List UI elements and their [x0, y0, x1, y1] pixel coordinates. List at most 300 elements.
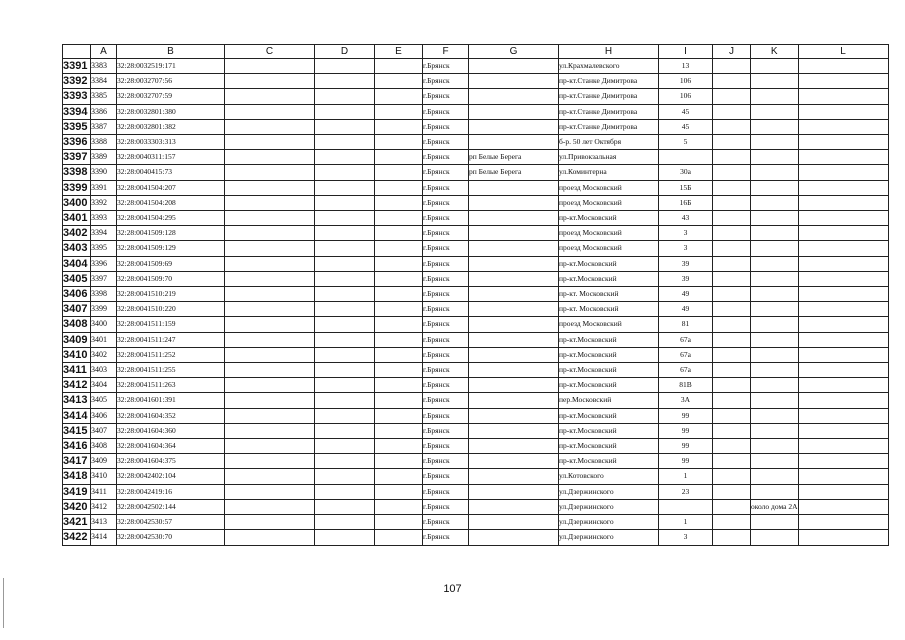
- cell-c[interactable]: [225, 378, 315, 393]
- cell-e[interactable]: [375, 287, 423, 302]
- cell-c[interactable]: [225, 408, 315, 423]
- row-header[interactable]: 3416: [63, 439, 91, 454]
- cell-j[interactable]: [713, 378, 751, 393]
- cell-e[interactable]: [375, 515, 423, 530]
- cell-f[interactable]: г.Брянск: [423, 256, 469, 271]
- row-header[interactable]: 3406: [63, 287, 91, 302]
- cell-b[interactable]: 32:28:0041504:295: [117, 211, 225, 226]
- row-header[interactable]: 3401: [63, 211, 91, 226]
- cell-i[interactable]: 3: [659, 530, 713, 545]
- cell-a[interactable]: 3412: [91, 499, 117, 514]
- cell-d[interactable]: [315, 423, 375, 438]
- cell-e[interactable]: [375, 393, 423, 408]
- cell-e[interactable]: [375, 180, 423, 195]
- cell-b[interactable]: 32:28:0033303:313: [117, 135, 225, 150]
- cell-b[interactable]: 32:28:0042502:144: [117, 499, 225, 514]
- cell-g[interactable]: [469, 363, 559, 378]
- cell-l[interactable]: [798, 226, 888, 241]
- row-header[interactable]: 3415: [63, 423, 91, 438]
- cell-b[interactable]: 32:28:0032801:380: [117, 104, 225, 119]
- cell-e[interactable]: [375, 135, 423, 150]
- cell-d[interactable]: [315, 195, 375, 210]
- cell-b[interactable]: 32:28:0041604:375: [117, 454, 225, 469]
- cell-a[interactable]: 3388: [91, 135, 117, 150]
- cell-k[interactable]: [751, 119, 799, 134]
- cell-j[interactable]: [713, 515, 751, 530]
- cell-k[interactable]: [751, 165, 799, 180]
- row-header[interactable]: 3405: [63, 271, 91, 286]
- cell-k[interactable]: [751, 226, 799, 241]
- cell-j[interactable]: [713, 499, 751, 514]
- row-header[interactable]: 3403: [63, 241, 91, 256]
- cell-c[interactable]: [225, 363, 315, 378]
- row-header[interactable]: 3408: [63, 317, 91, 332]
- cell-c[interactable]: [225, 332, 315, 347]
- cell-e[interactable]: [375, 226, 423, 241]
- cell-l[interactable]: [798, 499, 888, 514]
- cell-f[interactable]: г.Брянск: [423, 165, 469, 180]
- cell-g[interactable]: [469, 484, 559, 499]
- cell-c[interactable]: [225, 393, 315, 408]
- cell-k[interactable]: [751, 423, 799, 438]
- cell-c[interactable]: [225, 135, 315, 150]
- cell-k[interactable]: [751, 150, 799, 165]
- cell-i[interactable]: 5: [659, 135, 713, 150]
- cell-c[interactable]: [225, 484, 315, 499]
- cell-k[interactable]: [751, 408, 799, 423]
- cell-a[interactable]: 3392: [91, 195, 117, 210]
- cell-k[interactable]: [751, 332, 799, 347]
- cell-h[interactable]: ул.Крахмалевского: [559, 59, 659, 74]
- cell-c[interactable]: [225, 104, 315, 119]
- cell-a[interactable]: 3401: [91, 332, 117, 347]
- cell-l[interactable]: [798, 515, 888, 530]
- cell-c[interactable]: [225, 226, 315, 241]
- cell-l[interactable]: [798, 256, 888, 271]
- cell-k[interactable]: около дома 2А: [751, 499, 799, 514]
- cell-i[interactable]: [659, 150, 713, 165]
- cell-i[interactable]: 49: [659, 287, 713, 302]
- cell-f[interactable]: г.Брянск: [423, 150, 469, 165]
- column-header-f[interactable]: F: [423, 45, 469, 59]
- cell-f[interactable]: г.Брянск: [423, 484, 469, 499]
- cell-b[interactable]: 32:28:0032801:382: [117, 119, 225, 134]
- cell-g[interactable]: [469, 423, 559, 438]
- cell-a[interactable]: 3413: [91, 515, 117, 530]
- row-header[interactable]: 3417: [63, 454, 91, 469]
- cell-l[interactable]: [798, 104, 888, 119]
- cell-f[interactable]: г.Брянск: [423, 241, 469, 256]
- cell-b[interactable]: 32:28:0041510:220: [117, 302, 225, 317]
- row-header[interactable]: 3409: [63, 332, 91, 347]
- cell-l[interactable]: [798, 317, 888, 332]
- row-header[interactable]: 3411: [63, 363, 91, 378]
- cell-i[interactable]: 43: [659, 211, 713, 226]
- cell-g[interactable]: [469, 195, 559, 210]
- row-header[interactable]: 3391: [63, 59, 91, 74]
- cell-b[interactable]: 32:28:0041509:70: [117, 271, 225, 286]
- cell-k[interactable]: [751, 439, 799, 454]
- cell-e[interactable]: [375, 499, 423, 514]
- cell-d[interactable]: [315, 241, 375, 256]
- cell-d[interactable]: [315, 484, 375, 499]
- cell-d[interactable]: [315, 393, 375, 408]
- cell-h[interactable]: пр-кт. Московский: [559, 287, 659, 302]
- cell-a[interactable]: 3404: [91, 378, 117, 393]
- cell-i[interactable]: 13: [659, 59, 713, 74]
- cell-g[interactable]: [469, 287, 559, 302]
- cell-h[interactable]: проезд Московский: [559, 180, 659, 195]
- cell-l[interactable]: [798, 74, 888, 89]
- cell-j[interactable]: [713, 347, 751, 362]
- cell-a[interactable]: 3399: [91, 302, 117, 317]
- cell-j[interactable]: [713, 119, 751, 134]
- cell-j[interactable]: [713, 211, 751, 226]
- cell-i[interactable]: 45: [659, 119, 713, 134]
- cell-d[interactable]: [315, 89, 375, 104]
- cell-d[interactable]: [315, 499, 375, 514]
- cell-b[interactable]: 32:28:0042530:70: [117, 530, 225, 545]
- cell-h[interactable]: пр-кт.Станке Димитрова: [559, 104, 659, 119]
- row-header[interactable]: 3398: [63, 165, 91, 180]
- cell-d[interactable]: [315, 256, 375, 271]
- column-header-i[interactable]: I: [659, 45, 713, 59]
- cell-l[interactable]: [798, 332, 888, 347]
- cell-b[interactable]: 32:28:0040415:73: [117, 165, 225, 180]
- cell-e[interactable]: [375, 347, 423, 362]
- cell-d[interactable]: [315, 287, 375, 302]
- cell-f[interactable]: г.Брянск: [423, 180, 469, 195]
- cell-b[interactable]: 32:28:0041511:252: [117, 347, 225, 362]
- cell-h[interactable]: ул.Котовского: [559, 469, 659, 484]
- cell-h[interactable]: ул.Дзержинского: [559, 499, 659, 514]
- row-header[interactable]: 3402: [63, 226, 91, 241]
- cell-g[interactable]: [469, 439, 559, 454]
- cell-l[interactable]: [798, 89, 888, 104]
- cell-h[interactable]: ул.Дзержинского: [559, 515, 659, 530]
- cell-h[interactable]: ул.Привокзальная: [559, 150, 659, 165]
- cell-c[interactable]: [225, 271, 315, 286]
- cell-c[interactable]: [225, 439, 315, 454]
- cell-i[interactable]: 23: [659, 484, 713, 499]
- cell-d[interactable]: [315, 271, 375, 286]
- cell-b[interactable]: 32:28:0042530:57: [117, 515, 225, 530]
- cell-h[interactable]: пр-кт.Московский: [559, 256, 659, 271]
- cell-c[interactable]: [225, 211, 315, 226]
- cell-k[interactable]: [751, 347, 799, 362]
- cell-h[interactable]: пр-кт.Московский: [559, 408, 659, 423]
- cell-j[interactable]: [713, 104, 751, 119]
- cell-i[interactable]: 1: [659, 469, 713, 484]
- row-header[interactable]: 3404: [63, 256, 91, 271]
- cell-a[interactable]: 3410: [91, 469, 117, 484]
- cell-j[interactable]: [713, 439, 751, 454]
- column-header-k[interactable]: K: [751, 45, 799, 59]
- cell-j[interactable]: [713, 271, 751, 286]
- cell-e[interactable]: [375, 74, 423, 89]
- cell-g[interactable]: [469, 499, 559, 514]
- row-header[interactable]: 3397: [63, 150, 91, 165]
- cell-a[interactable]: 3384: [91, 74, 117, 89]
- cell-i[interactable]: 106: [659, 89, 713, 104]
- cell-a[interactable]: 3400: [91, 317, 117, 332]
- cell-j[interactable]: [713, 393, 751, 408]
- cell-j[interactable]: [713, 135, 751, 150]
- cell-k[interactable]: [751, 287, 799, 302]
- cell-g[interactable]: [469, 135, 559, 150]
- cell-l[interactable]: [798, 119, 888, 134]
- cell-a[interactable]: 3387: [91, 119, 117, 134]
- cell-k[interactable]: [751, 271, 799, 286]
- cell-l[interactable]: [798, 302, 888, 317]
- cell-a[interactable]: 3383: [91, 59, 117, 74]
- cell-i[interactable]: 3: [659, 226, 713, 241]
- column-header-d[interactable]: D: [315, 45, 375, 59]
- cell-f[interactable]: г.Брянск: [423, 74, 469, 89]
- cell-f[interactable]: г.Брянск: [423, 271, 469, 286]
- cell-k[interactable]: [751, 59, 799, 74]
- cell-c[interactable]: [225, 347, 315, 362]
- cell-c[interactable]: [225, 515, 315, 530]
- cell-i[interactable]: 67а: [659, 332, 713, 347]
- cell-b[interactable]: 32:28:0041601:391: [117, 393, 225, 408]
- cell-b[interactable]: 32:28:0041510:219: [117, 287, 225, 302]
- cell-j[interactable]: [713, 195, 751, 210]
- cell-e[interactable]: [375, 271, 423, 286]
- cell-f[interactable]: г.Брянск: [423, 499, 469, 514]
- cell-j[interactable]: [713, 469, 751, 484]
- cell-b[interactable]: 32:28:0032519:171: [117, 59, 225, 74]
- cell-i[interactable]: 1: [659, 515, 713, 530]
- cell-c[interactable]: [225, 59, 315, 74]
- cell-f[interactable]: г.Брянск: [423, 89, 469, 104]
- cell-k[interactable]: [751, 180, 799, 195]
- cell-h[interactable]: пр-кт.Московский: [559, 363, 659, 378]
- cell-f[interactable]: г.Брянск: [423, 135, 469, 150]
- cell-i[interactable]: 39: [659, 256, 713, 271]
- cell-i[interactable]: 15Б: [659, 180, 713, 195]
- cell-g[interactable]: [469, 59, 559, 74]
- cell-e[interactable]: [375, 165, 423, 180]
- cell-f[interactable]: г.Брянск: [423, 439, 469, 454]
- cell-l[interactable]: [798, 165, 888, 180]
- column-header-g[interactable]: G: [469, 45, 559, 59]
- cell-e[interactable]: [375, 454, 423, 469]
- cell-j[interactable]: [713, 302, 751, 317]
- cell-e[interactable]: [375, 150, 423, 165]
- cell-l[interactable]: [798, 195, 888, 210]
- cell-b[interactable]: 32:28:0042402:104: [117, 469, 225, 484]
- cell-h[interactable]: проезд Московский: [559, 195, 659, 210]
- cell-j[interactable]: [713, 241, 751, 256]
- cell-l[interactable]: [798, 211, 888, 226]
- cell-j[interactable]: [713, 59, 751, 74]
- cell-l[interactable]: [798, 59, 888, 74]
- cell-l[interactable]: [798, 469, 888, 484]
- cell-d[interactable]: [315, 119, 375, 134]
- cell-i[interactable]: 16Б: [659, 195, 713, 210]
- cell-i[interactable]: 81: [659, 317, 713, 332]
- cell-l[interactable]: [798, 408, 888, 423]
- cell-e[interactable]: [375, 256, 423, 271]
- cell-i[interactable]: 39: [659, 271, 713, 286]
- cell-i[interactable]: 99: [659, 439, 713, 454]
- row-header[interactable]: 3421: [63, 515, 91, 530]
- cell-l[interactable]: [798, 530, 888, 545]
- cell-e[interactable]: [375, 484, 423, 499]
- cell-k[interactable]: [751, 256, 799, 271]
- corner-cell[interactable]: [63, 45, 91, 59]
- cell-d[interactable]: [315, 150, 375, 165]
- cell-j[interactable]: [713, 74, 751, 89]
- cell-j[interactable]: [713, 256, 751, 271]
- cell-a[interactable]: 3391: [91, 180, 117, 195]
- cell-h[interactable]: пр-кт.Московский: [559, 378, 659, 393]
- cell-g[interactable]: [469, 469, 559, 484]
- cell-h[interactable]: пр-кт.Московский: [559, 454, 659, 469]
- cell-i[interactable]: 30а: [659, 165, 713, 180]
- cell-d[interactable]: [315, 211, 375, 226]
- cell-h[interactable]: пр-кт. Московский: [559, 302, 659, 317]
- cell-g[interactable]: [469, 74, 559, 89]
- cell-l[interactable]: [798, 454, 888, 469]
- cell-e[interactable]: [375, 530, 423, 545]
- cell-j[interactable]: [713, 287, 751, 302]
- cell-f[interactable]: г.Брянск: [423, 287, 469, 302]
- cell-e[interactable]: [375, 211, 423, 226]
- cell-a[interactable]: 3393: [91, 211, 117, 226]
- cell-f[interactable]: г.Брянск: [423, 378, 469, 393]
- cell-g[interactable]: [469, 317, 559, 332]
- cell-c[interactable]: [225, 530, 315, 545]
- cell-b[interactable]: 32:28:0041604:360: [117, 423, 225, 438]
- cell-l[interactable]: [798, 241, 888, 256]
- cell-b[interactable]: 32:28:0041604:352: [117, 408, 225, 423]
- row-header[interactable]: 3418: [63, 469, 91, 484]
- cell-c[interactable]: [225, 454, 315, 469]
- cell-j[interactable]: [713, 454, 751, 469]
- cell-e[interactable]: [375, 469, 423, 484]
- cell-b[interactable]: 32:28:0041511:247: [117, 332, 225, 347]
- cell-g[interactable]: рп Белые Берега: [469, 165, 559, 180]
- cell-d[interactable]: [315, 439, 375, 454]
- cell-k[interactable]: [751, 317, 799, 332]
- cell-l[interactable]: [798, 135, 888, 150]
- cell-c[interactable]: [225, 423, 315, 438]
- row-header[interactable]: 3395: [63, 119, 91, 134]
- cell-k[interactable]: [751, 454, 799, 469]
- cell-g[interactable]: [469, 332, 559, 347]
- cell-h[interactable]: б-р. 50 лет Октября: [559, 135, 659, 150]
- cell-h[interactable]: пр-кт.Станке Димитрова: [559, 74, 659, 89]
- cell-l[interactable]: [798, 393, 888, 408]
- cell-h[interactable]: пр-кт.Московский: [559, 347, 659, 362]
- cell-i[interactable]: [659, 499, 713, 514]
- cell-h[interactable]: пр-кт.Московский: [559, 211, 659, 226]
- cell-d[interactable]: [315, 74, 375, 89]
- cell-c[interactable]: [225, 195, 315, 210]
- cell-j[interactable]: [713, 423, 751, 438]
- cell-k[interactable]: [751, 195, 799, 210]
- cell-k[interactable]: [751, 378, 799, 393]
- cell-e[interactable]: [375, 89, 423, 104]
- cell-j[interactable]: [713, 165, 751, 180]
- cell-e[interactable]: [375, 439, 423, 454]
- cell-f[interactable]: г.Брянск: [423, 408, 469, 423]
- cell-h[interactable]: проезд Московский: [559, 226, 659, 241]
- cell-e[interactable]: [375, 241, 423, 256]
- cell-g[interactable]: [469, 302, 559, 317]
- cell-j[interactable]: [713, 150, 751, 165]
- cell-f[interactable]: г.Брянск: [423, 59, 469, 74]
- cell-g[interactable]: [469, 530, 559, 545]
- cell-h[interactable]: пр-кт.Московский: [559, 271, 659, 286]
- cell-g[interactable]: [469, 256, 559, 271]
- cell-l[interactable]: [798, 439, 888, 454]
- cell-a[interactable]: 3408: [91, 439, 117, 454]
- cell-h[interactable]: проезд Московский: [559, 241, 659, 256]
- cell-c[interactable]: [225, 469, 315, 484]
- cell-g[interactable]: [469, 89, 559, 104]
- cell-h[interactable]: пр-кт.Станке Димитрова: [559, 119, 659, 134]
- cell-c[interactable]: [225, 256, 315, 271]
- cell-e[interactable]: [375, 59, 423, 74]
- cell-j[interactable]: [713, 332, 751, 347]
- cell-k[interactable]: [751, 469, 799, 484]
- row-header[interactable]: 3393: [63, 89, 91, 104]
- cell-i[interactable]: 81В: [659, 378, 713, 393]
- cell-d[interactable]: [315, 302, 375, 317]
- cell-a[interactable]: 3396: [91, 256, 117, 271]
- cell-f[interactable]: г.Брянск: [423, 302, 469, 317]
- cell-a[interactable]: 3402: [91, 347, 117, 362]
- row-header[interactable]: 3413: [63, 393, 91, 408]
- cell-l[interactable]: [798, 180, 888, 195]
- cell-a[interactable]: 3385: [91, 89, 117, 104]
- cell-b[interactable]: 32:28:0042419:16: [117, 484, 225, 499]
- cell-a[interactable]: 3397: [91, 271, 117, 286]
- cell-g[interactable]: [469, 378, 559, 393]
- cell-l[interactable]: [798, 271, 888, 286]
- cell-b[interactable]: 32:28:0041511:159: [117, 317, 225, 332]
- cell-d[interactable]: [315, 530, 375, 545]
- cell-g[interactable]: [469, 241, 559, 256]
- cell-e[interactable]: [375, 195, 423, 210]
- row-header[interactable]: 3412: [63, 378, 91, 393]
- cell-l[interactable]: [798, 378, 888, 393]
- cell-g[interactable]: [469, 271, 559, 286]
- cell-d[interactable]: [315, 469, 375, 484]
- cell-f[interactable]: г.Брянск: [423, 469, 469, 484]
- cell-j[interactable]: [713, 530, 751, 545]
- cell-b[interactable]: 32:28:0032707:56: [117, 74, 225, 89]
- cell-a[interactable]: 3409: [91, 454, 117, 469]
- cell-h[interactable]: пер.Московский: [559, 393, 659, 408]
- row-header[interactable]: 3392: [63, 74, 91, 89]
- cell-g[interactable]: [469, 211, 559, 226]
- cell-b[interactable]: 32:28:0041504:208: [117, 195, 225, 210]
- cell-i[interactable]: 99: [659, 423, 713, 438]
- cell-e[interactable]: [375, 363, 423, 378]
- cell-k[interactable]: [751, 211, 799, 226]
- cell-a[interactable]: 3386: [91, 104, 117, 119]
- cell-d[interactable]: [315, 378, 375, 393]
- row-header[interactable]: 3419: [63, 484, 91, 499]
- cell-e[interactable]: [375, 378, 423, 393]
- cell-h[interactable]: пр-кт.Станке Димитрова: [559, 89, 659, 104]
- cell-f[interactable]: г.Брянск: [423, 347, 469, 362]
- cell-g[interactable]: [469, 226, 559, 241]
